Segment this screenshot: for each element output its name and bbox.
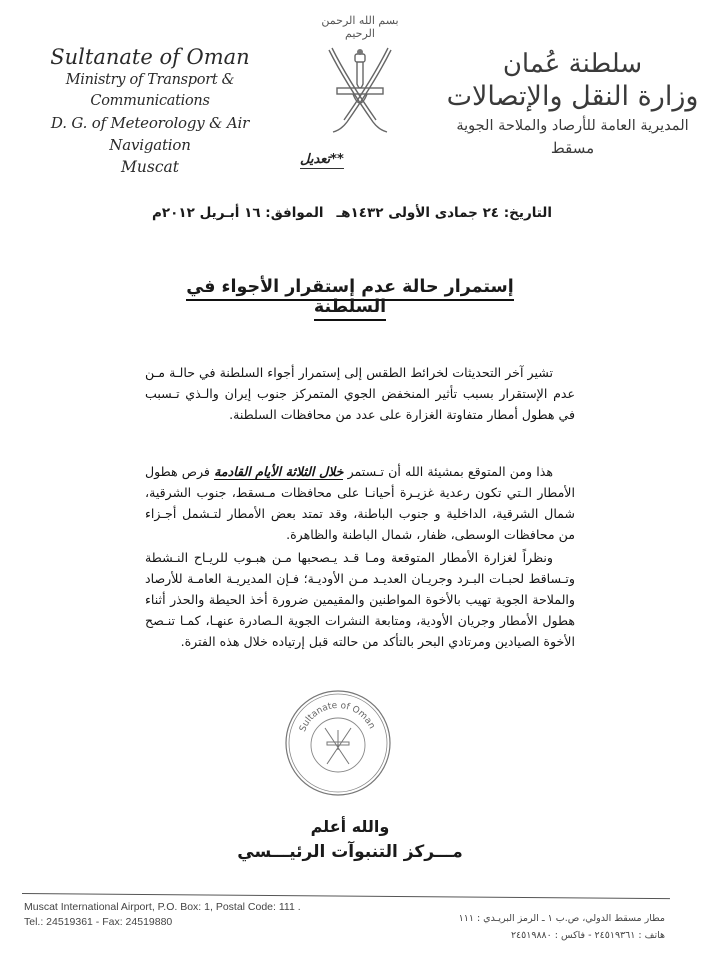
footer-ar-phone: هاتف : ٢٤٥١٩٣٦١ - فاكس : ٢٤٥١٩٨٨٠: [510, 930, 665, 941]
date-hijri: التاريخ: ٢٤ جمادى الأولى ١٤٣٢هـ: [336, 205, 552, 221]
footer-en-address: Muscat International Airport, P.O. Box: 1, Postal Code: 111 .: [24, 901, 301, 913]
letterhead-en-ministry: Ministry of Transport & Communications: [65, 72, 235, 109]
signatory-office: مـــركز التنبوآت الرئيـــسي: [237, 842, 463, 862]
closing-phrase: والله أعلم: [310, 817, 390, 836]
official-stamp-icon: [283, 688, 393, 798]
paragraph-2-emphasis: خلال الثلاثة الأيام القادمة: [214, 464, 344, 479]
amendment-label: **تعديل: [300, 152, 344, 167]
letterhead-en-directorate: D. G. of Meteorology & Air Navigation: [50, 114, 250, 154]
paragraph-3: [145, 547, 575, 652]
letterhead-english: [20, 44, 280, 178]
date-gregorian: الموافق: ١٦ أبـريل ٢٠١٢م: [152, 205, 324, 221]
letterhead-en-country: Sultanate of Oman: [50, 45, 250, 69]
letterhead-arabic: [440, 48, 705, 158]
stamp-text: Sultanate of Oman: [298, 700, 377, 734]
document-title-text: إستمرار حالة عدم إستقرار الأجواء في السلطنة: [186, 277, 513, 321]
paragraph-2: [145, 461, 575, 545]
footer-arabic: [415, 910, 665, 944]
footer-english: [24, 900, 301, 930]
letterhead-ar-ministry: وزارة النقل والإتصالات: [446, 81, 699, 112]
letterhead-en-city: Muscat: [121, 158, 179, 176]
footer-divider: [22, 893, 670, 899]
paragraph-1: [145, 362, 575, 425]
basmala: بسم الله الرحمن الرحيم: [321, 14, 399, 40]
letterhead-ar-city: مسقط: [550, 139, 595, 157]
footer-ar-address: مطار مسقط الدولي، ص.ب ١ ـ الرمز البريـدي : ١١١: [458, 913, 665, 924]
document-title: [150, 277, 550, 317]
paragraph-1-text: تشير آخر التحديثات لخرائط الطقس إلى إستمرار أجواء السلطنة في حالـة مـن عدم الإستقرار بسبب تأثير المنخفض الجوي المتمركز جنوب إيران والـذي تـسبب في هطول أمطار متفاوتة الغزارة على عدد من محافظات السلطنة.: [145, 365, 575, 422]
paragraph-2-text-before: هذا ومن المتوقع بمشيئة الله أن تـستمر: [343, 464, 553, 479]
oman-khanjar-emblem-icon: [315, 42, 405, 137]
letterhead-ar-country: سلطنة عُمان: [502, 49, 643, 79]
paragraph-2-text-after: فرص هطول الأمطار الـتي تكون رعدية غزيـرة أحيانـا على محافظات مـسقط، جنوب الشرقية، شمال الشرقية، الداخلية و جنوب الباطنة، وقد تمتد بعض الأمطار لتـشمل أجـزاء من محافظات الوسطى، ظفار، شمال الباطنة والظاهرة.: [145, 464, 575, 542]
paragraph-3-text: ونظراً لغزارة الأمطار المتوقعة ومـا قـد يـصحبها مـن هبـوب للريـاح النـشطة وتـساقط لحبـات البـرد وجريـان العديـد مـن الأوديـة؛ فـإن المديريـة العامـة للأرصاد والملاحة الجوية تهيب بالأخوة المواطنين والمقيمين ضرورة أخذ الحيطة والحذر أثناء هطول الأمطار وجريان الأودية، ومتابعة النشرات الجوية الـصادرة عنهـا، كمـا تنـصح الأخوة الصيادين ومرتادي البحر بالتأكد من حالته قبل إرتياده خلال هذه الفترة.: [145, 550, 575, 649]
footer-en-phone: Tel.: 24519361 - Fax: 24519880: [24, 916, 173, 928]
letterhead-ar-directorate: المديرية العامة للأرصاد والملاحة الجوية: [456, 118, 689, 134]
